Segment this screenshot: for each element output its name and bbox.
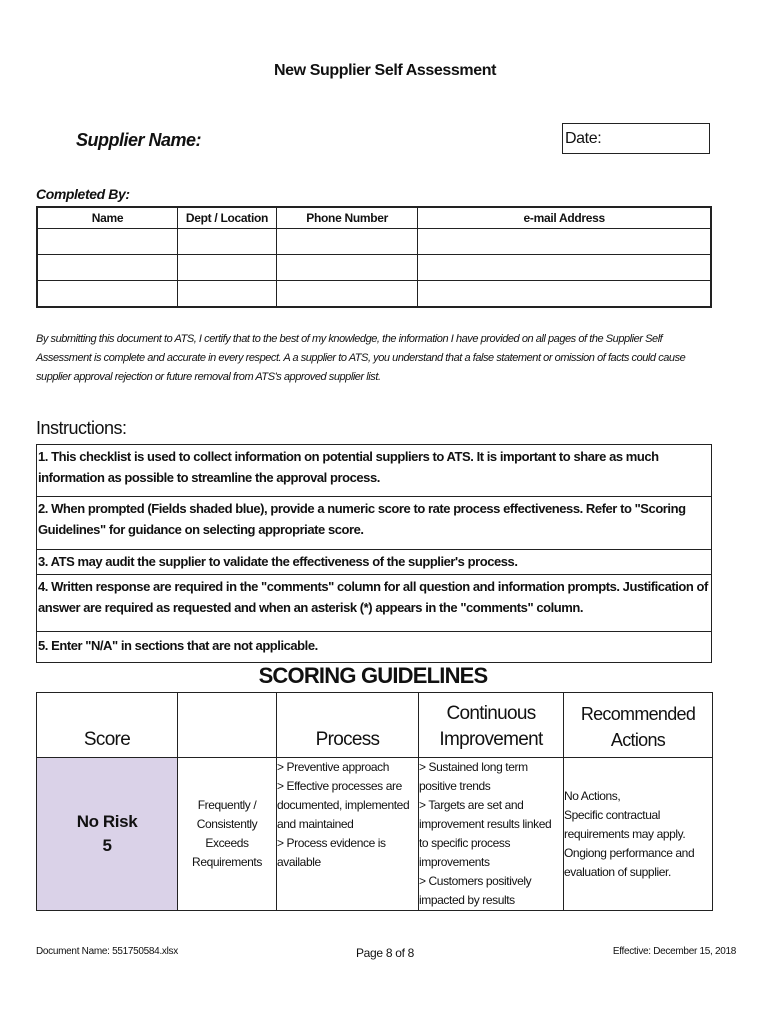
email-cell[interactable] [418, 281, 711, 308]
name-cell[interactable] [37, 229, 178, 255]
contacts-table [36, 206, 712, 308]
process-cell [277, 758, 419, 911]
name-cell[interactable] [37, 255, 178, 281]
instruction-item: 4. Written response are required in the "comments" column for all question and information prompts. Justification of answer are required as requested and when an asterisk (*) appears in the "comments" column. [36, 574, 712, 632]
process-bullet: > Preventive approach [277, 760, 390, 774]
table-row [37, 281, 711, 308]
certification-statement: By submitting this document to ATS, I certify that to the best of my knowledge, the information I have provided on all pages of the Supplier Self Assessment is complete and accurate in every respect. A a supplier to ATS, you understand that a false statement or omission of facts could cause supplier approval rejection or future removal from ATS's approved supplier list. [36, 333, 686, 383]
column-header-score: Score [37, 693, 178, 758]
header-line: Continuous [446, 703, 536, 724]
scoring-guidelines-title: SCORING GUIDELINES [258, 663, 488, 688]
instruction-item: 5. Enter "N/A" in sections that are not applicable. [36, 631, 712, 663]
improvement-bullet: > Customers positively impacted by results [419, 874, 532, 907]
improvement-bullet: > Sustained long term positive trends [419, 760, 528, 793]
instruction-item: 3. ATS may audit the supplier to validate the effectiveness of the supplier's process. [36, 549, 712, 575]
scoring-table [36, 692, 713, 911]
column-header-phone: Phone Number [276, 207, 418, 229]
actions-cell [564, 758, 713, 911]
action-line: Specific contractual requirements may apply. [564, 807, 686, 841]
instructions-heading: Instructions: [36, 418, 127, 438]
improvement-bullet: > Targets are set and improvement results linked to specific process improvements [419, 798, 552, 869]
dept-cell[interactable] [178, 229, 277, 255]
instruction-item: 2. When prompted (Fields shaded blue), provide a numeric score to rate process effectiveness. Refer to "Scoring Guidelines" for guidance on selecting appropriate score. [36, 496, 712, 550]
column-header-email: e-mail Address [418, 207, 711, 229]
footer-page-number: Page 8 of 8 [355, 946, 415, 960]
action-line: Ongiong performance and evaluation of supplier. [564, 845, 695, 879]
header-line: Improvement [439, 729, 543, 750]
column-header-continuous-improvement [419, 693, 564, 758]
phone-cell[interactable] [276, 255, 418, 281]
email-cell[interactable] [418, 229, 711, 255]
supplier-name-label: Supplier Name: [76, 130, 202, 150]
table-row [37, 229, 711, 255]
column-header-actions: Recommended Actions [564, 693, 713, 758]
footer-document-name: Document Name: 551750584.xlsx [36, 946, 178, 957]
table-row [37, 255, 711, 281]
frequency-cell: Frequently / Consistently Exceeds Requirements [178, 758, 277, 911]
date-field[interactable]: Date: [562, 123, 710, 154]
process-bullet: > Process evidence is available [277, 836, 386, 869]
email-cell[interactable] [418, 255, 711, 281]
phone-cell[interactable] [276, 229, 418, 255]
score-label: No Risk [76, 812, 138, 831]
score-cell [37, 758, 178, 911]
process-bullet: > Effective processes are documented, implemented and maintained [277, 779, 410, 831]
column-header-blank [178, 693, 277, 758]
contacts-header-row [37, 207, 711, 229]
column-header-dept: Dept / Location [178, 207, 277, 229]
action-line: No Actions, [564, 788, 621, 803]
phone-cell[interactable] [276, 281, 418, 308]
table-row [37, 758, 713, 911]
scoring-header-row [37, 693, 713, 758]
improvement-cell [419, 758, 564, 911]
page-title: New Supplier Self Assessment [273, 62, 497, 79]
completed-by-label: Completed By: [36, 186, 130, 202]
dept-cell[interactable] [178, 255, 277, 281]
dept-cell[interactable] [178, 281, 277, 308]
name-cell[interactable] [37, 281, 178, 308]
score-value: 5 [102, 836, 112, 855]
column-header-process: Process [277, 693, 419, 758]
instruction-item: 1. This checklist is used to collect information on potential suppliers to ATS. It is important to share as much information as possible to streamline the approval process. [36, 444, 712, 497]
column-header-name: Name [37, 207, 178, 229]
footer-effective-date: Effective: December 15, 2018 [612, 946, 736, 957]
